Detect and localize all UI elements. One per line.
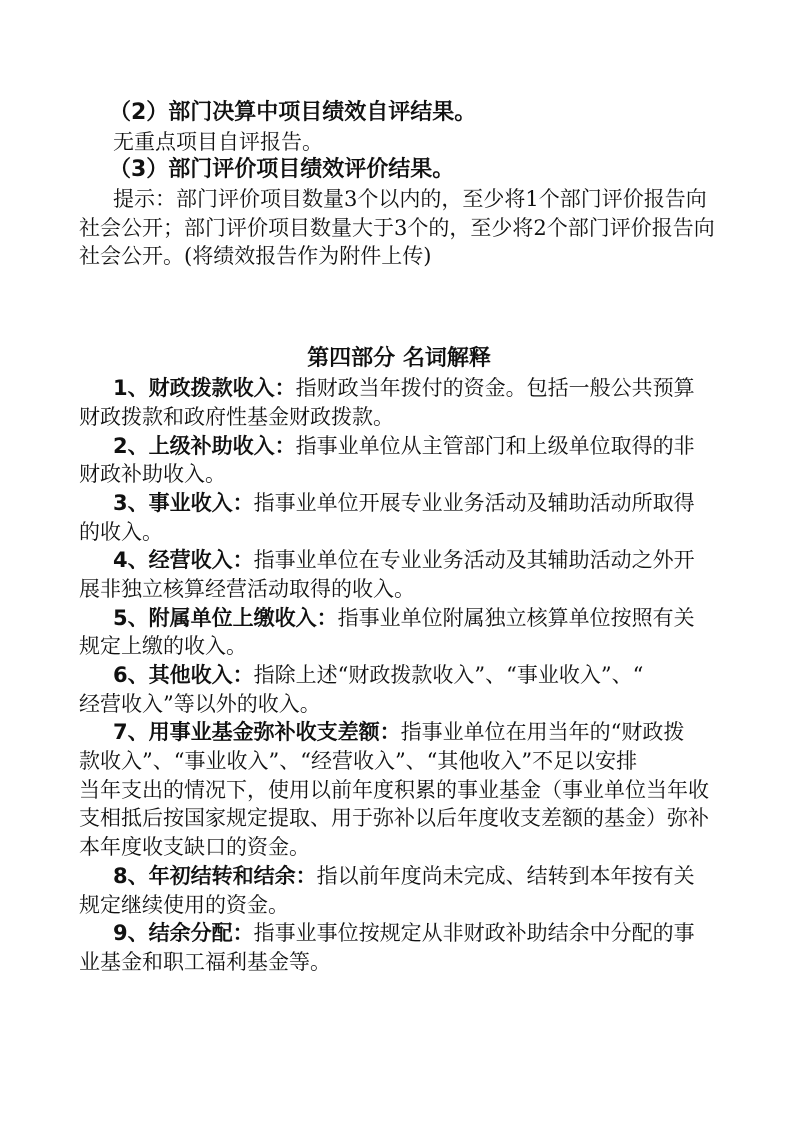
glossary-item	[79, 489, 719, 518]
glossary-list	[79, 374, 719, 976]
glossary-definition: 指事业单位在专业业务活动及其辅助活动之外开	[253, 548, 695, 573]
glossary-definition: 支相抵后按国家规定提取、用于弥补以后年度收支差额的基金）弥补	[79, 806, 709, 831]
glossary-term: 2、上级补助收入：	[113, 433, 296, 458]
glossary-term: 3、事业收入：	[113, 490, 254, 515]
glossary-item	[79, 862, 719, 891]
glossary-term: 8、年初结转和结余：	[113, 863, 317, 888]
glossary-definition: 当年支出的情况下，使用以前年度积累的事业基金（事业单位当年收	[79, 777, 709, 802]
glossary-definition: 款收入”、“事业收入”、“经营收入”、“其他收入”不足以安排	[79, 749, 638, 774]
glossary-item-continuation	[79, 804, 719, 833]
glossary-definition: 经营收入”等以外的收入。	[79, 691, 321, 716]
glossary-item-continuation	[79, 460, 719, 489]
glossary-definition: 规定上缴的收入。	[79, 634, 247, 659]
glossary-term: 6、其他收入：	[113, 663, 254, 687]
hint-line: 社会公开；部门评价项目数量大于3个的，至少将2个部门评价报告向	[79, 215, 715, 240]
glossary-item	[79, 919, 719, 948]
glossary-definition: 指除上述“财政拨款收入”、“事业收入”、“	[253, 663, 644, 687]
glossary-item-continuation	[79, 575, 719, 604]
glossary-item	[79, 432, 719, 461]
self-evaluation-text: 无重点项目自评报告。	[113, 129, 323, 154]
glossary-term: 5、附属单位上缴收入：	[113, 605, 338, 630]
glossary-item-continuation	[79, 518, 719, 547]
glossary-term: 7、用事业基金弥补收支差额：	[113, 720, 401, 745]
glossary-term: 4、经营收入：	[113, 548, 254, 573]
glossary-definition: 本年度收支缺口的资金。	[79, 835, 310, 860]
document-page	[79, 99, 719, 977]
glossary-item-continuation	[79, 891, 719, 920]
heading-department-evaluation: （3）部门评价项目绩效评价结果。	[109, 157, 455, 183]
glossary-definition: 指事业单位在用当年的“财政拨	[400, 720, 685, 745]
glossary-term: 9、结余分配：	[113, 921, 254, 946]
glossary-item	[79, 718, 719, 747]
glossary-definition: 业基金和职工福利基金等。	[79, 949, 331, 974]
glossary-item-continuation	[79, 948, 719, 977]
glossary-definition: 指以前年度尚未完成、结转到本年按有关	[316, 863, 695, 888]
glossary-item-continuation	[79, 632, 719, 661]
glossary-definition: 指财政当年拨付的资金。包括一般公共预算	[295, 376, 695, 401]
glossary-item-continuation	[79, 747, 719, 776]
glossary-item-continuation	[79, 403, 719, 432]
glossary-definition: 指事业单位开展专业业务活动及辅助活动所取得	[253, 490, 695, 515]
glossary-item	[79, 661, 719, 690]
glossary-definition: 指事业事位按规定从非财政补助结余中分配的事	[253, 921, 695, 946]
glossary-term: 1、财政拨款收入：	[113, 376, 296, 401]
section-title: 第四部分 名词解释	[307, 346, 491, 372]
glossary-definition: 的收入。	[79, 519, 163, 544]
glossary-item	[79, 546, 719, 575]
glossary-definition: 规定继续使用的资金。	[79, 892, 289, 917]
glossary-definition: 财政补助收入。	[79, 462, 226, 487]
glossary-item-continuation	[79, 833, 719, 862]
glossary-item	[79, 374, 719, 403]
glossary-definition: 财政拨款和政府性基金财政拨款。	[79, 404, 394, 429]
glossary-definition: 展非独立核算经营活动取得的收入。	[79, 576, 415, 601]
heading-self-evaluation: （2）部门决算中项目绩效自评结果。	[109, 100, 477, 125]
hint-line: 提示：部门评价项目数量3个以内的，至少将1个部门评价报告向	[113, 187, 707, 212]
glossary-definition: 指事业单位附属独立核算单位按照有关	[337, 605, 695, 630]
glossary-definition: 指事业单位从主管部门和上级单位取得的非	[295, 433, 695, 458]
glossary-item	[79, 604, 719, 633]
hint-line: 社会公开。(将绩效报告作为附件上传)	[79, 244, 432, 269]
glossary-item-continuation	[79, 690, 719, 719]
glossary-item-continuation	[79, 776, 719, 805]
